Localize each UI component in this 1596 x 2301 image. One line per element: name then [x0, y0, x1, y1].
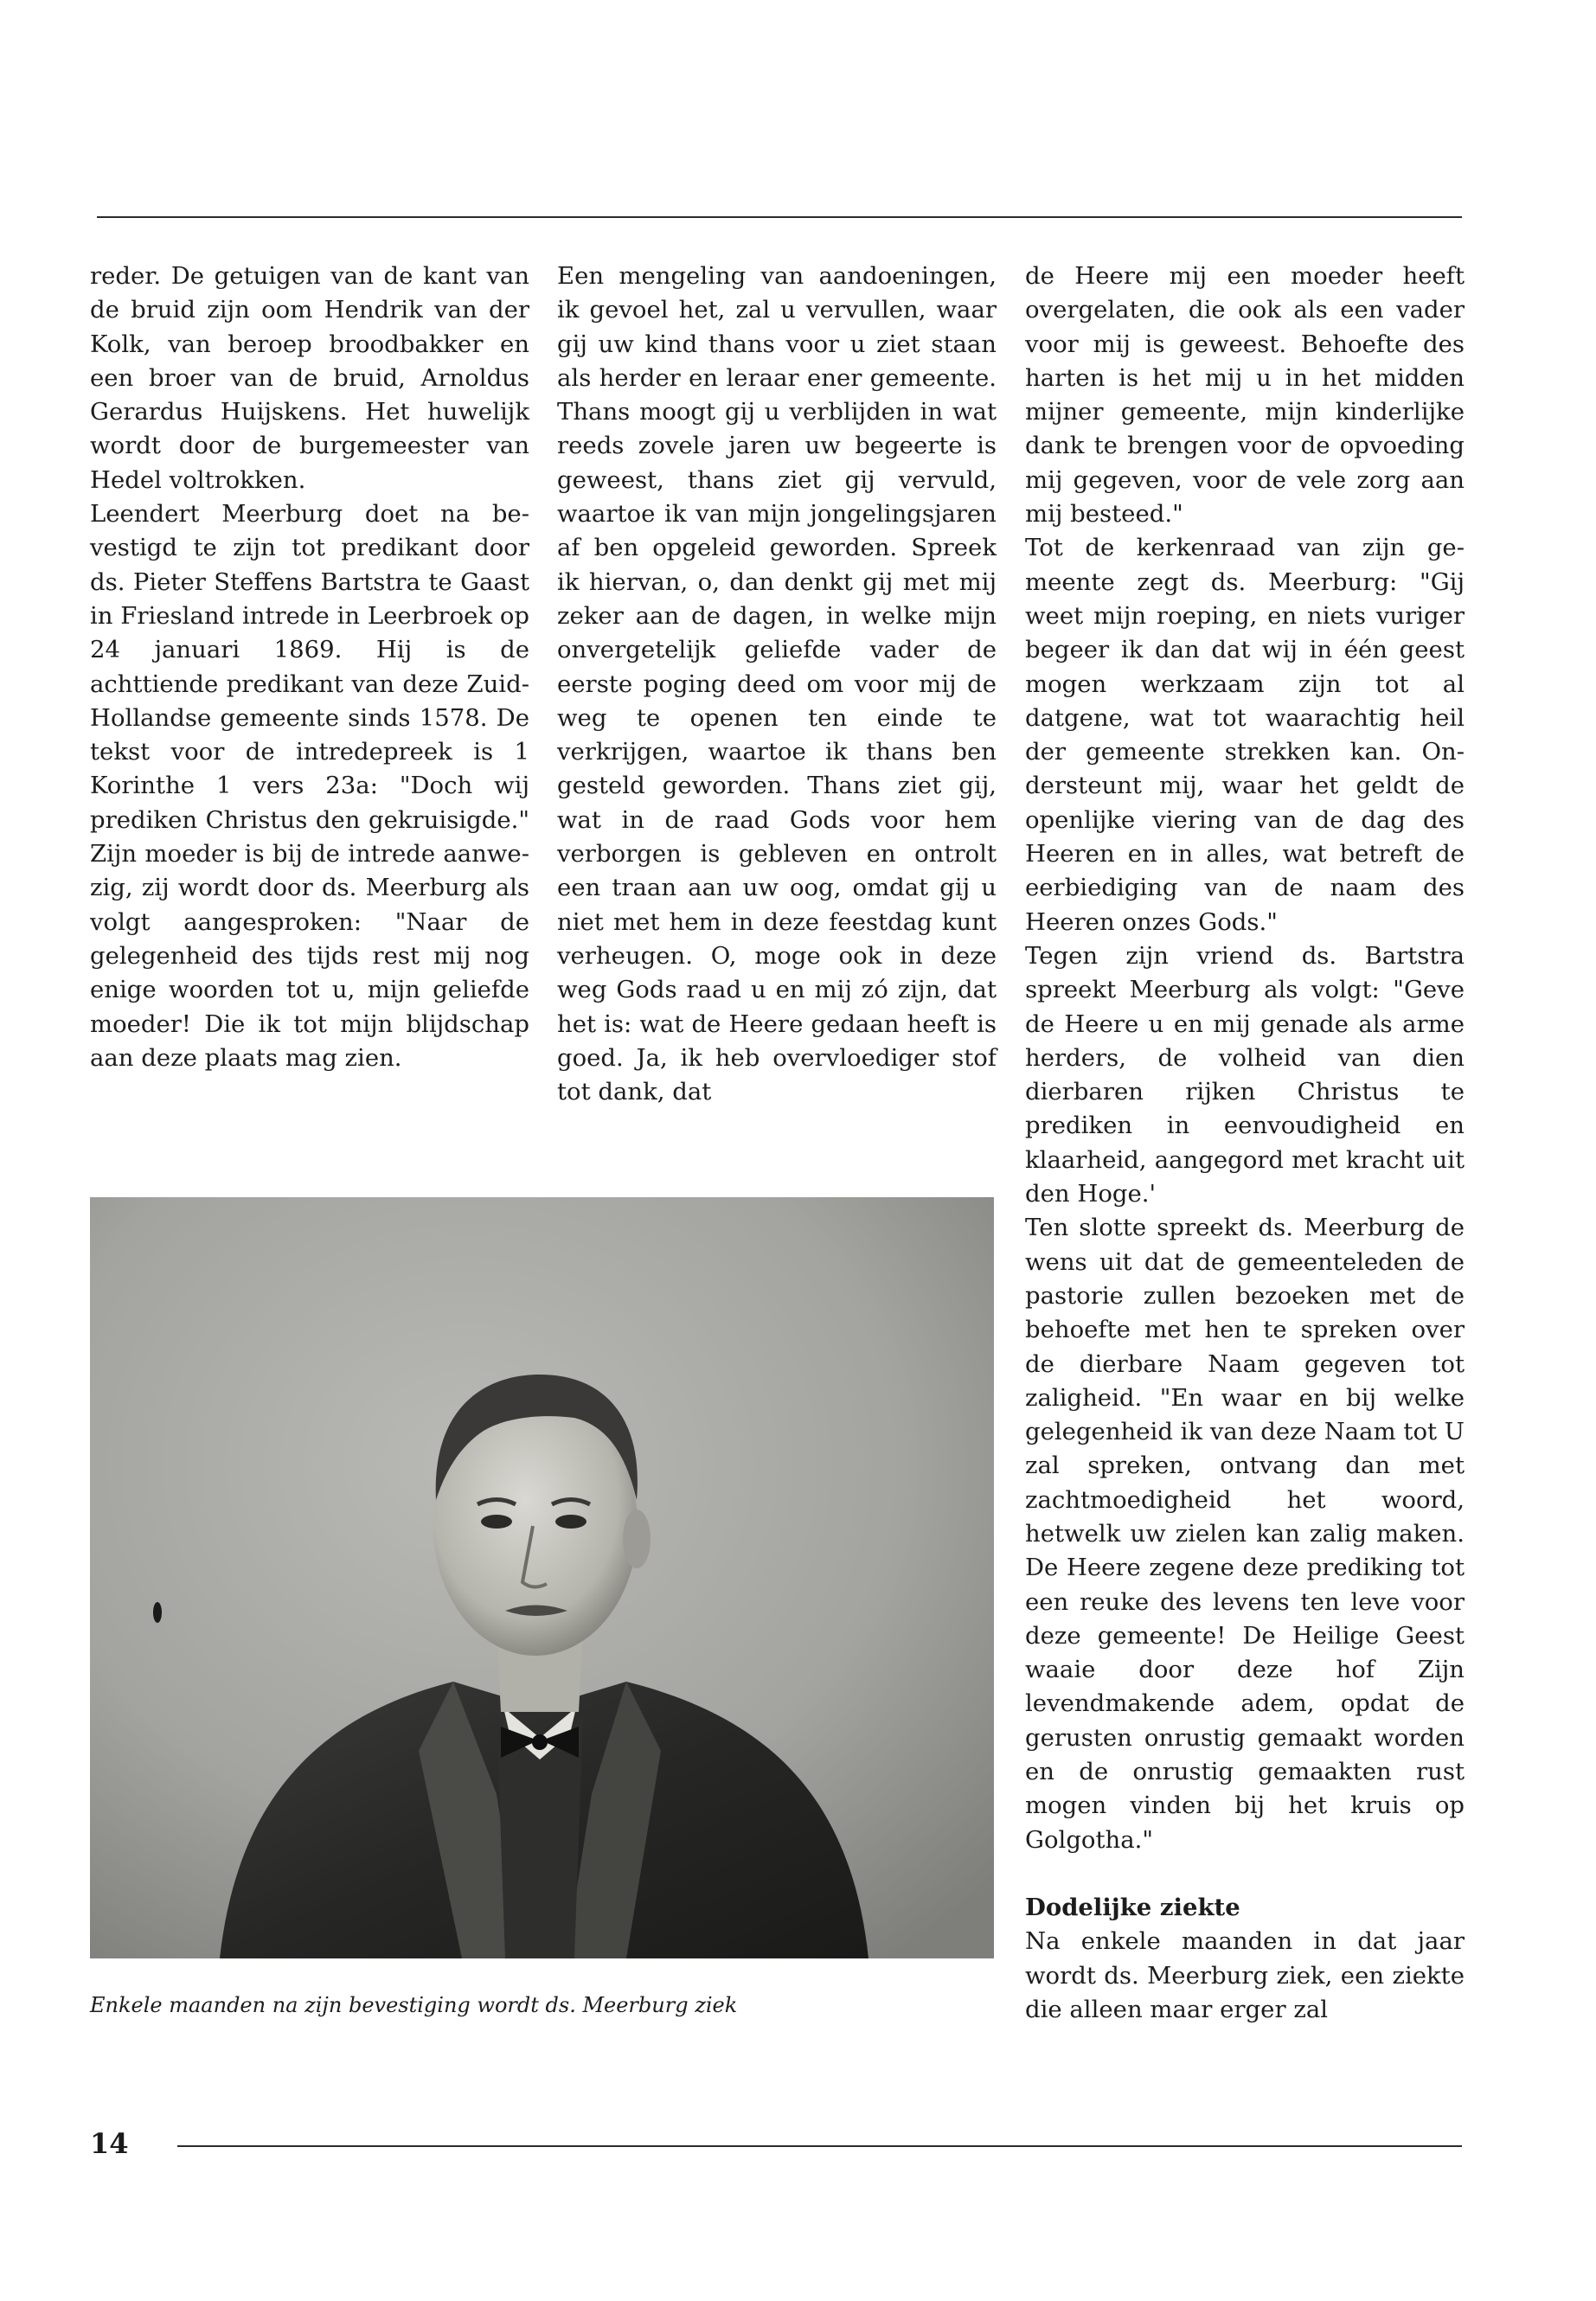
column-3-paragraph-2: Tot de kerkenraad van zijn gemeente zegt ds. Meerburg: "Gij weet mijn roeping, en niets vuriger begeer ik dan dat wij in één geest mogen werkzaam zijn tot al datgene, wat tot waarachtig heil der gemeente strekken kan. Ondersteunt mij, waar het geldt de openlijke viering van de dag des Heeren en in alles, wat betreft de eerbiediging van de naam des Heeren onzes Gods."	[1025, 534, 1465, 936]
footer-rule	[177, 2145, 1462, 2147]
column-1-paragraph-2: Leendert Meerburg doet na bevestigd te zijn tot predikant door ds. Pieter Steffens Bartstra te Gaast in Friesland intrede in Leerbroek op 24 januari 1869. Hij is de achttiende predikant van deze Zuid-Hollandse gemeente sinds 1578. De tekst voor de intredepreek is 1 Korinthe 1 vers 23a: "Doch wij prediken Christus den gekruisigde." Zijn moeder is bij de intrede aanwezig, zij wordt door ds. Meerburg als volgt aangesproken: "Naar de gelegenheid des tijds rest mij nog enige woorden tot u, mijn geliefde moeder! Die ik tot mijn blijdschap aan deze plaats mag zien.	[90, 500, 529, 1072]
header-rule	[97, 216, 1462, 218]
column-1-paragraph-1: reder. De getuigen van de kant van de bruid zijn oom Hendrik van der Kolk, van beroep broodbakker en een broer van de bruid, Arnoldus Gerardus Huijskens. Het huwelijk wordt door de burgemeester van Hedel voltrokken.	[90, 262, 529, 494]
figure-caption: Enkele maanden na zijn bevestiging wordt ds. Meerburg ziek	[90, 1993, 738, 2017]
text-column-3	[1025, 260, 1465, 2027]
portrait-illustration	[90, 1197, 994, 1958]
column-3-paragraph-1: de Heere mij een moeder heeft overgelaten, die ook als een vader voor mij is geweest. Behoefte des harten is het mij u in het midden mijner gemeente, mijn kinderlijke dank te brengen voor de opvoeding mij gegeven, voor de vele zorg aan mij besteed."	[1025, 262, 1465, 529]
column-3-paragraph-4: Ten slotte spreekt ds. Meerburg de wens uit dat de gemeenteleden de pastorie zullen bezoeken met de behoefte met hen te spreken over de dierbare Naam gegeven tot zaligheid. "En waar en bij welke gelegenheid ik van deze Naam tot U zal spreken, ontvang dan met zachtmoedigheid het woord, hetwelk uw zielen kan zalig maken. De Heere zegene deze prediking tot een reuke des levens ten leve voor deze gemeente! De Heilige Geest waaie door deze hof Zijn levendmakende adem, opdat de gerusten onrustig gemaakt worden en de onrustig gemaakten rust mogen vinden bij het kruis op Golgotha."	[1025, 1214, 1465, 1854]
column-3-paragraph-5: Na enkele maanden in dat jaar wordt ds. Meerburg ziek, een ziekte die alleen maar erger zal	[1025, 1927, 1465, 2023]
text-column-2	[557, 260, 997, 1109]
column-3-paragraph-3: Tegen zijn vriend ds. Bartstra spreekt Meerburg als volgt: "Geve de Heere u en mij genade als arme herders, de volheid van dien dierbaren rijken Christus te prediken in eenvoudigheid en klaarheid, aangegord met kracht uit den Hoge.'	[1025, 941, 1465, 1208]
column-2-paragraph-1: Een mengeling van aandoeningen, ik gevoel het, zal u vervullen, waar gij uw kind thans voor u ziet staan als herder en leraar ener gemeente. Thans moogt gij u verblijden in wat reeds zovele jaren uw begeerte is geweest, thans ziet gij vervuld, waartoe ik van mijn jongelingsjaren af ben opgeleid geworden. Spreek ik hiervan, o, dan denkt gij met mij zeker aan de dagen, in welke mijn onvergetelijk geliefde vader de eerste poging deed om voor mij de weg te openen ten einde te verkrijgen, waartoe ik thans ben gesteld geworden. Thans ziet gij, wat in de raad Gods voor hem verborgen is gebleven en ontrolt een traan aan uw oog, omdat gij u niet met hem in deze feestdag kunt verheugen. O, moge ook in deze weg Gods raad u en mij zó zijn, dat het is: wat de Heere gedaan heeft is goed. Ja, ik heb overvloediger stof tot dank, dat	[557, 262, 997, 1106]
page-number: 14	[90, 2127, 129, 2160]
portrait-image	[90, 1197, 994, 1958]
text-column-1	[90, 260, 529, 1075]
section-subheading: Dodelijke ziekte	[1025, 1893, 1240, 1921]
